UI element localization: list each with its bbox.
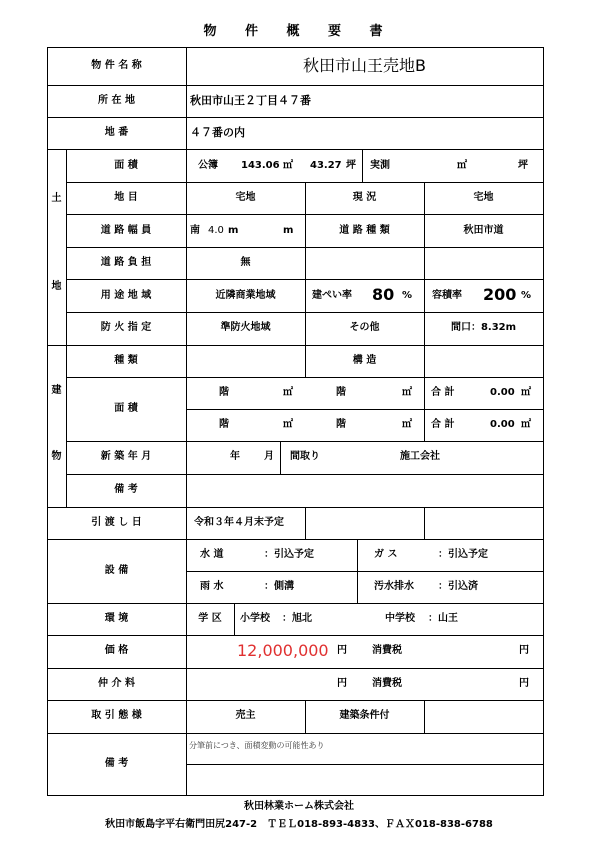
- commission-tax-label: 消費税: [372, 678, 402, 689]
- gas-label: ガ ス: [374, 549, 398, 560]
- registry-tsubo: 43.27: [310, 160, 342, 171]
- zoning-value: 近隣商業地域: [215, 290, 276, 301]
- registry-label: 公簿: [198, 160, 218, 171]
- elementary-label: 小学校: [240, 613, 270, 624]
- floor-2-label: 階: [336, 387, 346, 398]
- fire-other: その他: [349, 322, 380, 333]
- far-label: 容積率: [432, 290, 462, 301]
- road-burden-label: 道 路 負 担: [100, 257, 152, 268]
- road-type-label: 道 路 種 類: [339, 225, 390, 236]
- road-width-value: 4.0: [208, 225, 224, 236]
- building-remarks-label: 備 考: [114, 484, 138, 495]
- sqm-unit: ㎡: [283, 160, 293, 171]
- bcr-label: 建ぺい率: [312, 290, 352, 301]
- price-tax-label: 消費税: [372, 645, 402, 656]
- built-label: 新 築 年 月: [100, 451, 152, 462]
- fire-label: 防 火 指 定: [100, 322, 152, 333]
- floor-3-sqm: ㎡: [283, 419, 293, 430]
- actual-sqm-unit: ㎡: [457, 160, 467, 171]
- road-type-value: 秋田市道: [463, 225, 504, 236]
- built-year: 年: [230, 451, 240, 462]
- floor-1-label: 階: [219, 387, 229, 398]
- transaction-label: 取 引 態 様: [91, 710, 142, 721]
- actual-tsubo-unit: 坪: [518, 160, 528, 171]
- company-address: 秋田市飯島字平右衛門田尻247-2 ＴＥＬ018-893-4833、ＦＡＸ018-838-6788: [105, 819, 493, 830]
- rainwater-value: ：側溝: [264, 581, 294, 592]
- junior-value: ：山王: [428, 613, 458, 624]
- company-name: 秋田林業ホーム株式会社: [244, 801, 354, 812]
- road-width-label: 道 路 幅 員: [100, 225, 152, 236]
- document-title: 物 件 概 要 書: [203, 24, 395, 39]
- total-unit-1: ㎡: [521, 387, 531, 398]
- total-label-1: 合 計: [431, 387, 455, 398]
- fire-value: 準防火地域: [220, 322, 271, 333]
- gas-value: ：引込予定: [438, 549, 488, 560]
- road-burden-value: 無: [240, 257, 251, 268]
- built-month: 月: [264, 451, 274, 462]
- floor-2-sqm: ㎡: [402, 387, 412, 398]
- transaction-value: 売主: [235, 710, 256, 721]
- lot-label: 地 番: [104, 127, 129, 138]
- far-value: 200: [483, 285, 517, 304]
- remarks-note: 分筆前につき、面積変動の可能性あり: [189, 741, 325, 750]
- structure-label: 構 造: [352, 355, 377, 366]
- facilities-label: 設 備: [104, 565, 129, 576]
- bcr-value: 80: [372, 285, 395, 304]
- land-status-value: 宅地: [473, 192, 494, 203]
- far-pct: %: [521, 290, 532, 301]
- lot-value: ４７番の内: [190, 126, 245, 139]
- floor-1-sqm: ㎡: [283, 387, 293, 398]
- bcr-pct: %: [402, 290, 413, 301]
- total-label-2: 合 計: [431, 419, 455, 430]
- builder-label: 施工会社: [400, 451, 440, 462]
- rainwater-label: 雨 水: [200, 581, 224, 592]
- building-type-label: 種 類: [114, 355, 138, 366]
- property-name: 秋田市山王売地B: [303, 56, 426, 75]
- location-value: 秋田市山王２丁目４７番: [190, 94, 311, 107]
- price-label: 価 格: [104, 645, 129, 656]
- road-direction: 南: [190, 225, 200, 236]
- zoning-label: 用 途 地 域: [100, 290, 152, 301]
- environment-label: 環 境: [104, 613, 129, 624]
- land-group-top: 土: [51, 193, 62, 204]
- water-label: 水 道: [200, 549, 224, 560]
- elementary-value: ：旭北: [282, 613, 312, 624]
- land-status-label: 現 況: [352, 192, 377, 203]
- road-width-unit2: m: [283, 225, 294, 236]
- building-group-top: 建: [51, 385, 62, 396]
- floor-3-label: 階: [219, 419, 229, 430]
- location-label: 所 在 地: [98, 95, 135, 106]
- remarks-label: 備 考: [104, 758, 129, 769]
- commission-yen: 円: [337, 678, 347, 689]
- floor-4-label: 階: [336, 419, 346, 430]
- registry-sqm: 143.06: [241, 160, 280, 171]
- sewage-value: ：引込済: [438, 581, 478, 592]
- layout-label: 間取り: [290, 451, 320, 462]
- commission-tax-yen: 円: [519, 678, 529, 689]
- road-width-unit: m: [228, 225, 239, 236]
- price-value: 12,000,000: [237, 641, 329, 660]
- land-area-label: 面 積: [114, 160, 138, 171]
- handover-value: 令和３年４月末予定: [194, 517, 284, 528]
- handover-label: 引 渡 し 日: [91, 517, 142, 528]
- school-district-label: 学 区: [198, 613, 222, 624]
- building-group-bottom: 物: [51, 451, 62, 462]
- commission-label: 仲 介 料: [98, 678, 135, 689]
- water-value: ：引込予定: [264, 549, 314, 560]
- price-tax-yen: 円: [519, 645, 529, 656]
- price-yen: 円: [337, 645, 347, 656]
- floor-4-sqm: ㎡: [402, 419, 412, 430]
- building-area-label: 面 積: [114, 403, 138, 414]
- land-category-label: 地 目: [114, 192, 138, 203]
- actual-label: 実測: [370, 160, 390, 171]
- total-value-2: 0.00: [490, 419, 515, 430]
- land-category-value: 宅地: [235, 192, 256, 203]
- total-value-1: 0.00: [490, 387, 515, 398]
- frontage: 間口：8.32m: [450, 322, 517, 333]
- total-unit-2: ㎡: [521, 419, 531, 430]
- tsubo-unit: 坪: [346, 160, 356, 171]
- building-condition: 建築条件付: [339, 710, 390, 721]
- sewage-label: 汚水排水: [374, 581, 414, 592]
- land-group-bottom: 地: [51, 281, 62, 292]
- name-label: 物 件 名 称: [91, 60, 142, 71]
- junior-label: 中学校: [385, 613, 415, 624]
